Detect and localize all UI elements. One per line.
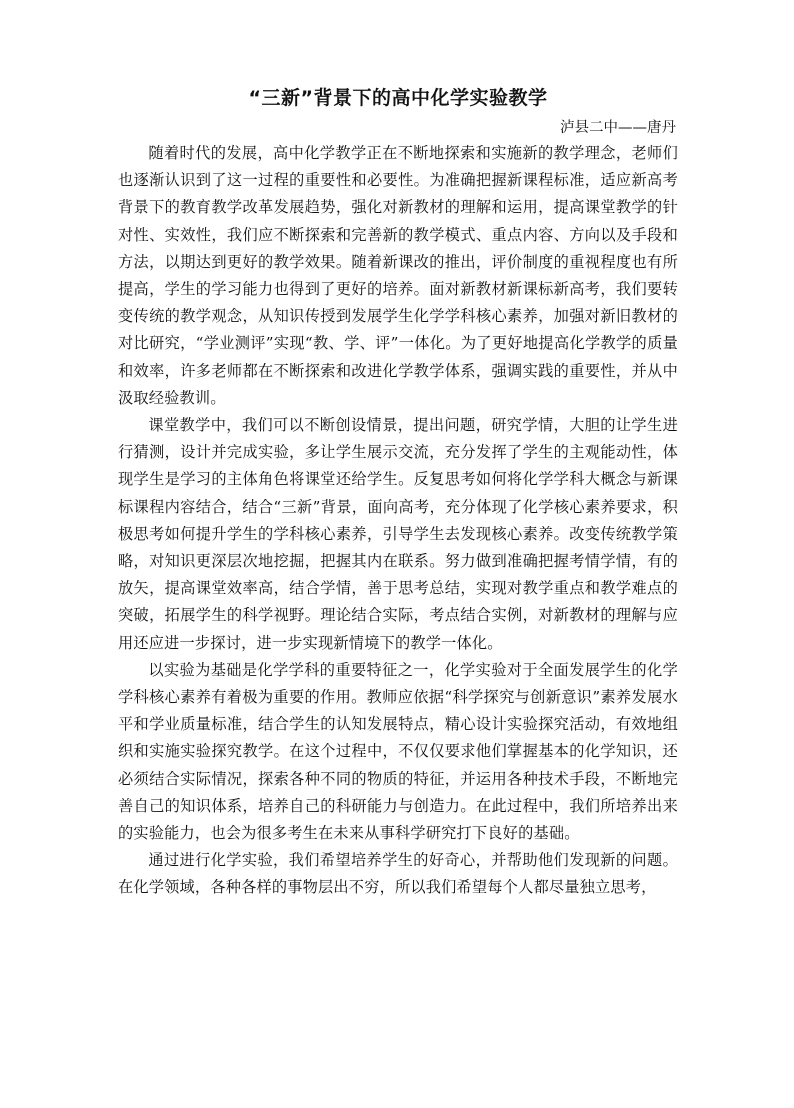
document-page bbox=[118, 80, 678, 902]
document-author: 泸县二中——唐丹 bbox=[560, 120, 676, 136]
paragraph-1: 随着时代的发展，高中化学教学正在不断地探索和实施新的教学理念，老师们也逐渐认识到了这一过程的重要性和必要性。为准确把握新课程标准，适应新高考背景下的教育教学改革发展趋势，强化对新教材的理解和运用，提高课堂教学的针对性、实效性，我们应不断探索和完善新的教学模式、重点内容、方向以及手段和方法，以期达到更好的教学效果。随着新课改的推出，评价制度的重视程度也有所提高，学生的学习能力也得到了更好的培养。面对新教材新课标新高考，我们要转变传统的教学观念，从知识传授到发展学生化学学科核心素养，加强对新旧教材的对比研究，“学业测评”实现“教、学、评”一体化。为了更好地提高化学教学的质量和效率，许多老师都在不断探索和改进化学教学体系，强调实践的重要性，并从中汲取经验教训。 bbox=[118, 144, 678, 407]
paragraph-3: 以实验为基础是化学学科的重要特征之一，化学实验对于全面发展学生的化学学科核心素养有着极为重要的作用。教师应依据“科学探究与创新意识”素养发展水平和学业质量标准，结合学生的认知发展特点，精心设计实验探究活动，有效地组织和实施实验探究教学。在这个过程中，不仅仅要求他们掌握基本的化学知识，还必须结合实际情况，探索各种不同的物质的特征，并运用各种技术手段，不断地完善自己的知识体系，培养自己的科研能力与创造力。在此过程中，我们所培养出来的实验能力，也会为很多考生在未来从事科学研究打下良好的基础。 bbox=[118, 660, 678, 843]
paragraph-2: 课堂教学中，我们可以不断创设情景，提出问题，研究学情，大胆的让学生进行猜测，设计并完成实验，多让学生展示交流，充分发挥了学生的主观能动性，体现学生是学习的主体角色将课堂还给学生。反复思考如何将化学学科大概念与新课标课程内容结合，结合“三新”背景，面向高考，充分体现了化学核心素养要求，积极思考如何提升学生的学科核心素养，引导学生去发现核心素养。改变传统教学策略，对知识更深层次地挖掘，把握其内在联系。努力做到准确把握考情学情，有的放矢，提高课堂效率高，结合学情，善于思考总结，实现对教学重点和教学难点的突破，拓展学生的科学视野。理论结合实际，考点结合实例，对新教材的理解与应用还应进一步探讨，进一步实现新情境下的教学一体化。 bbox=[118, 416, 678, 652]
paragraph-4: 通过进行化学实验，我们希望培养学生的好奇心，并帮助他们发现新的问题。在化学领域，各种各样的事物层出不穷，所以我们希望每个人都尽量独立思考， bbox=[118, 851, 678, 897]
document-title: “三新”背景下的高中化学实验教学 bbox=[248, 87, 548, 109]
